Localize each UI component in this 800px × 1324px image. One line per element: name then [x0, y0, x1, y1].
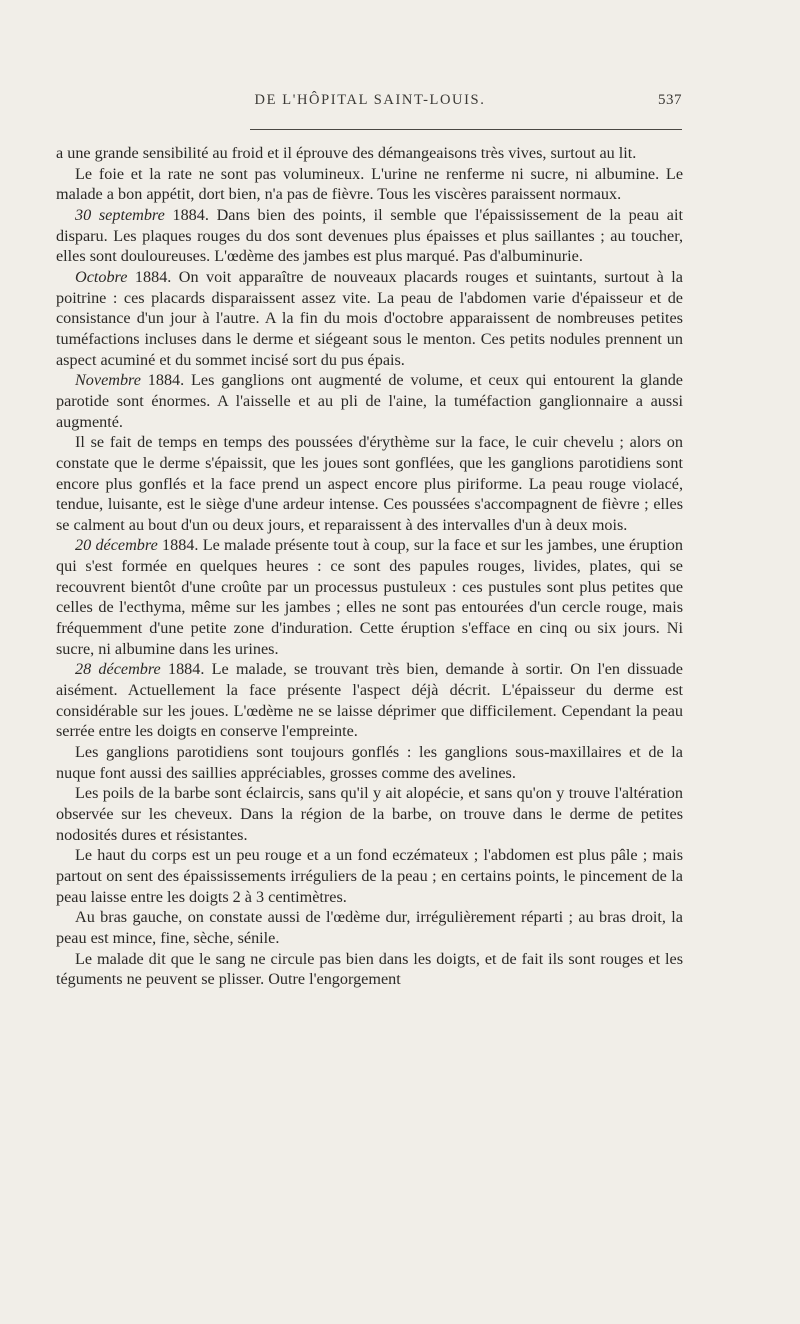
paragraph — [56, 432, 683, 535]
page-number: 537 — [658, 92, 682, 108]
running-head — [56, 92, 684, 116]
paragraph — [56, 205, 683, 267]
paragraph-text: Il se fait de temps en temps des poussées d'érythème sur la face, le cuir chevelu ; alors on constate que le derme s'épaissit, que les joues sont gonflées, que les ganglions parotidiens sont encore plus gonflés et la face prend un aspect encore plus piriforme. La peau rouge violacé, tendue, luisante, est le siège d'une ardeur intense. Ces poussées s'accompagnent de fièvre ; elles se calment au bout d'un ou deux jours, et reparaissent à des intervalles d'un à deux mois. — [56, 433, 683, 534]
paragraph — [56, 164, 683, 205]
paragraph-text: Les ganglions parotidiens sont toujours gonflés : les ganglions sous-maxillaires et de la nuque font aussi des saillies appréciables, grosses comme des avelines. — [56, 743, 683, 782]
body-text — [56, 143, 683, 990]
paragraph-text: Les poils de la barbe sont éclaircis, sans qu'il y ait alopécie, et sans qu'on y trouve l'altération observée sur les cheveux. Dans la région de la barbe, on trouve dans le derme de petites nodosités dures et résistantes. — [56, 784, 683, 844]
paragraph-text: Le haut du corps est un peu rouge et a un fond eczémateux ; l'abdomen est plus pâle ; mais partout on sent des épaississements irréguliers de la peau ; en certains points, le pincement de la peau laisse entre les doigts 2 à 3 centimètres. — [56, 846, 683, 906]
date-lead: 30 septembre — [75, 205, 165, 224]
paragraph — [56, 143, 683, 164]
date-lead: 20 décembre — [75, 536, 158, 555]
header-rule — [250, 129, 682, 130]
date-lead: 28 décembre — [75, 660, 161, 679]
running-title: DE L'HÔPITAL SAINT-LOUIS. — [254, 92, 486, 108]
paragraph — [56, 783, 683, 845]
paragraph-text: 1884. Le malade présente tout à coup, sur la face et sur les jambes, une éruption qui s'est formée en quelques heures : ce sont des papules rouges, livides, plates, qui se recouvrent bientôt d'une croûte par un processus pustuleux : ces pustules sont plus petites que celles de l'ecthyma, même sur les jambes ; elles ne sont pas entourées d'un cercle rouge, mais fréquemment d'une petite zone d'induration. Cette éruption s'efface en cinq ou six jours. Ni sucre, ni albumine dans les urines. — [56, 536, 683, 658]
paragraph-text: 1884. On voit apparaître de nouveaux placards rouges et suintants, surtout à la poitrine : ces placards disparaissent assez vite. La peau de l'abdomen varie d'épaisseur et de consistance d'un jour à l'autre. A la fin du mois d'octobre apparaissent de nombreuses petites tuméfactions incluses dans le derme et siégeant sous le menton. Ces petits nodules prennent un aspect acuminé et du sommet incisé sort du pus épais. — [56, 267, 683, 369]
paragraph — [56, 659, 683, 742]
paragraph-text: 1884. Dans bien des points, il semble que l'épaississement de la peau ait disparu. Les plaques rouges du dos sont devenues plus épaisses et plus saillantes ; au toucher, elles sont douloureuses. L'œdème des jambes est plus marqué. Pas d'albuminurie. — [56, 205, 683, 266]
paragraph — [56, 907, 683, 948]
paragraph — [56, 370, 683, 432]
paragraph-text: 1884. Les ganglions ont augmenté de volume, et ceux qui entourent la glande parotide sont énormes. A l'aisselle et au pli de l'aine, la tuméfaction ganglionnaire a aussi augmenté. — [56, 371, 683, 431]
paragraph — [56, 535, 683, 659]
paragraph — [56, 845, 683, 907]
paragraph-text: Le foie et la rate ne sont pas volumineux. L'urine ne renferme ni sucre, ni albumine. Le malade a bon appétit, dort bien, n'a pas de fièvre. Tous les viscères paraissent normaux. — [56, 164, 683, 204]
paragraph — [56, 949, 683, 990]
paragraph-text: 1884. Le malade, se trouvant très bien, demande à sortir. On l'en dissuade aisément. Actuellement la face présente l'aspect déjà décrit. L'épaisseur du derme est considérable sur les joues. L'œdème ne se laisse déprimer que difficilement. Cependant la peau serrée entre les doigts en conserve l'empreinte. — [56, 660, 683, 741]
paragraph-text: Le malade dit que le sang ne circule pas bien dans les doigts, et de fait ils sont rouges et les téguments ne peuvent se plisser. Outre l'engorgement — [56, 949, 683, 989]
date-lead: Octobre — [75, 267, 128, 286]
date-lead: Novembre — [75, 371, 141, 390]
paragraph-text: Au bras gauche, on constate aussi de l'œdème dur, irrégulièrement réparti ; au bras droit, la peau est mince, fine, sèche, sénile. — [56, 908, 683, 947]
paragraph-text: a une grande sensibilité au froid et il éprouve des démangeaisons très vives, surtout au lit. — [56, 144, 637, 162]
paragraph — [56, 267, 683, 370]
paragraph — [56, 742, 683, 783]
